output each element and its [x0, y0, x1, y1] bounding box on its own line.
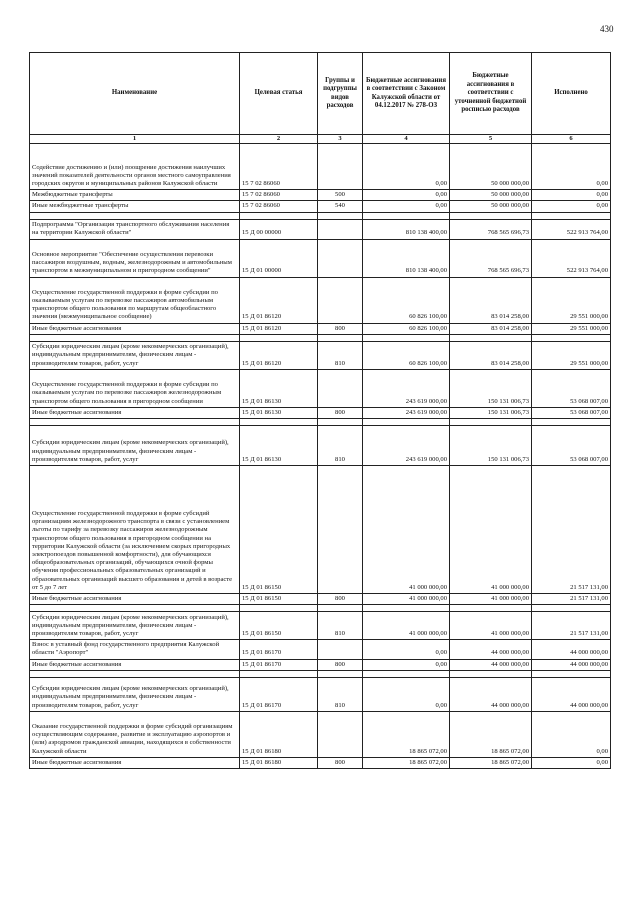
spacer-cell: [318, 605, 363, 612]
row-name: Содействие достижению и (или) поощрение достижения наилучших значений показателей деятельности органов местного самоуправления городских округов и муниципальных районов Калужской области: [30, 144, 240, 190]
row-group: [318, 277, 363, 323]
row-group: 810: [318, 677, 363, 711]
row-adjusted-amount: 50 000 000,00: [450, 190, 532, 201]
row-code: 15 Д 01 86120: [240, 277, 318, 323]
budget-table: [29, 52, 611, 769]
row-name: Субсидии юридическим лицам (кроме некоммерческих организаций), индивидуальным предпринимателям, физическим лицам - производителям товаров, работ, услуг: [30, 426, 240, 466]
table-row: [30, 407, 611, 418]
spacer-row: [30, 212, 611, 219]
spacer-cell: [240, 212, 318, 219]
column-number: 6: [532, 135, 611, 144]
row-law-amount: 60 826 100,00: [363, 277, 450, 323]
spacer-row: [30, 334, 611, 341]
row-name: Иные бюджетные ассигнования: [30, 323, 240, 334]
row-law-amount: 0,00: [363, 659, 450, 670]
row-code: 15 Д 01 86120: [240, 341, 318, 369]
spacer-cell: [318, 212, 363, 219]
spacer-cell: [240, 334, 318, 341]
row-executed-amount: 29 551 000,00: [532, 323, 611, 334]
row-executed-amount: 0,00: [532, 711, 611, 757]
row-law-amount: 41 000 000,00: [363, 594, 450, 605]
row-executed-amount: 21 517 131,00: [532, 612, 611, 640]
row-law-amount: 810 138 400,00: [363, 239, 450, 277]
row-code: 15 Д 01 86130: [240, 369, 318, 407]
spacer-cell: [532, 419, 611, 426]
table-row: [30, 466, 611, 594]
row-group: [318, 219, 363, 239]
row-group: [318, 640, 363, 659]
table-row: [30, 659, 611, 670]
row-adjusted-amount: 50 000 000,00: [450, 201, 532, 212]
row-adjusted-amount: 18 865 072,00: [450, 757, 532, 768]
table-row: [30, 612, 611, 640]
row-group: 800: [318, 594, 363, 605]
row-executed-amount: 29 551 000,00: [532, 341, 611, 369]
row-law-amount: 18 865 072,00: [363, 757, 450, 768]
column-number: 1: [30, 135, 240, 144]
row-name: Субсидии юридическим лицам (кроме некоммерческих организаций), индивидуальным предпринимателям, физическим лицам - производителям товаров, работ, услуг: [30, 341, 240, 369]
header-executed: Исполнено: [532, 53, 611, 135]
row-code: 15 7 02 86060: [240, 144, 318, 190]
row-adjusted-amount: 768 565 696,73: [450, 239, 532, 277]
row-code: 15 Д 01 86150: [240, 612, 318, 640]
row-adjusted-amount: 44 000 000,00: [450, 640, 532, 659]
spacer-cell: [532, 212, 611, 219]
row-law-amount: 810 138 400,00: [363, 219, 450, 239]
table-row: [30, 239, 611, 277]
row-group: 810: [318, 426, 363, 466]
row-code: 15 Д 01 86170: [240, 640, 318, 659]
header-name: Наименование: [30, 53, 240, 135]
spacer-cell: [240, 670, 318, 677]
row-law-amount: 18 865 072,00: [363, 711, 450, 757]
row-group: 800: [318, 323, 363, 334]
table-row: [30, 369, 611, 407]
column-number: 4: [363, 135, 450, 144]
header-code: Целевая статья: [240, 53, 318, 135]
header-adjusted: Бюджетные ассигнования в соответствии с уточненной бюджетной росписью расходов: [450, 53, 532, 135]
row-group: [318, 369, 363, 407]
row-executed-amount: 522 913 764,00: [532, 239, 611, 277]
spacer-row: [30, 670, 611, 677]
row-code: 15 Д 01 86150: [240, 466, 318, 594]
row-executed-amount: 0,00: [532, 144, 611, 190]
spacer-cell: [363, 334, 450, 341]
row-law-amount: 0,00: [363, 144, 450, 190]
table-row: [30, 640, 611, 659]
row-code: 15 Д 00 00000: [240, 219, 318, 239]
row-law-amount: 0,00: [363, 640, 450, 659]
spacer-cell: [240, 605, 318, 612]
row-law-amount: 0,00: [363, 677, 450, 711]
row-executed-amount: 0,00: [532, 190, 611, 201]
column-number: 2: [240, 135, 318, 144]
table-body: [30, 144, 611, 769]
row-code: 15 Д 01 86180: [240, 757, 318, 768]
row-law-amount: 243 619 000,00: [363, 426, 450, 466]
row-code: 15 Д 01 86120: [240, 323, 318, 334]
spacer-cell: [30, 419, 240, 426]
row-law-amount: 243 619 000,00: [363, 369, 450, 407]
table-row: [30, 190, 611, 201]
spacer-cell: [532, 334, 611, 341]
row-group: 800: [318, 659, 363, 670]
table-row: [30, 426, 611, 466]
spacer-cell: [30, 605, 240, 612]
row-adjusted-amount: 18 865 072,00: [450, 711, 532, 757]
spacer-cell: [240, 419, 318, 426]
row-group: 800: [318, 757, 363, 768]
row-code: 15 Д 01 86170: [240, 659, 318, 670]
spacer-row: [30, 419, 611, 426]
row-executed-amount: 53 068 007,00: [532, 426, 611, 466]
row-code: 15 Д 01 86130: [240, 407, 318, 418]
row-executed-amount: 0,00: [532, 757, 611, 768]
spacer-cell: [30, 212, 240, 219]
row-adjusted-amount: 83 014 258,00: [450, 323, 532, 334]
row-adjusted-amount: 150 131 006,73: [450, 369, 532, 407]
spacer-cell: [30, 670, 240, 677]
row-executed-amount: 0,00: [532, 201, 611, 212]
table-row: [30, 711, 611, 757]
table-row: [30, 341, 611, 369]
table-row: [30, 323, 611, 334]
row-group: 540: [318, 201, 363, 212]
spacer-row: [30, 605, 611, 612]
row-name: Оказание государственной поддержки в форме субсидий организациям осуществляющим содержание, развитие и эксплуатацию аэропортов и (или) аэродромов гражданской авиации, находящихся в собственности Калужской области: [30, 711, 240, 757]
row-adjusted-amount: 83 014 258,00: [450, 341, 532, 369]
spacer-cell: [363, 419, 450, 426]
row-executed-amount: 522 913 764,00: [532, 219, 611, 239]
spacer-cell: [318, 670, 363, 677]
table-row: [30, 594, 611, 605]
spacer-cell: [30, 334, 240, 341]
row-executed-amount: 44 000 000,00: [532, 659, 611, 670]
row-adjusted-amount: 150 131 006,73: [450, 407, 532, 418]
table-row: [30, 757, 611, 768]
row-name: Субсидии юридическим лицам (кроме некоммерческих организаций), индивидуальным предпринимателям, физическим лицам - производителям товаров, работ, услуг: [30, 612, 240, 640]
table-row: [30, 201, 611, 212]
row-name: Иные бюджетные ассигнования: [30, 659, 240, 670]
row-executed-amount: 21 517 131,00: [532, 466, 611, 594]
row-group: [318, 466, 363, 594]
table-row: [30, 144, 611, 190]
row-group: [318, 239, 363, 277]
row-executed-amount: 44 000 000,00: [532, 677, 611, 711]
row-group: [318, 711, 363, 757]
row-code: 15 Д 01 86130: [240, 426, 318, 466]
column-number: 5: [450, 135, 532, 144]
column-number-row: [30, 135, 611, 144]
row-law-amount: 60 826 100,00: [363, 341, 450, 369]
row-code: 15 Д 01 86180: [240, 711, 318, 757]
row-name: Взнос в уставный фонд государственного предприятия Калужской области "Аэропорт": [30, 640, 240, 659]
row-name: Основное мероприятие "Обеспечение осуществления перевозки пассажиров воздушным, водным, железнодорожным и автомобильным транспортом в межмуниципальном и пригородном сообщении": [30, 239, 240, 277]
spacer-cell: [532, 605, 611, 612]
spacer-cell: [450, 212, 532, 219]
header-law: Бюджетные ассигнования в соответствии с Законом Калужской области от 04.12.2017 № 278-ОЗ: [363, 53, 450, 135]
row-adjusted-amount: 150 131 006,73: [450, 426, 532, 466]
row-adjusted-amount: 41 000 000,00: [450, 612, 532, 640]
row-law-amount: 60 826 100,00: [363, 323, 450, 334]
header-row: [30, 53, 611, 135]
row-name: Осуществление государственной поддержки в форме субсидий организациям железнодорожного транспорта в связи с установлением льготы по тарифу за перевозку пассажиров железнодорожным транспортом общего пользования в пригородном сообщении на территории Калужской области (за исключением скорых пригородных электропоездов повышенной комфортности), для обучающихся общеобразовательных организаций, обучающихся очной формы обучения профессиональных образовательных организаций и образовательных организаций высшего образования и детей в возрасте от 5 до 7 лет: [30, 466, 240, 594]
row-group: 800: [318, 407, 363, 418]
row-adjusted-amount: 44 000 000,00: [450, 677, 532, 711]
row-code: 15 7 02 86060: [240, 190, 318, 201]
row-executed-amount: 21 517 131,00: [532, 594, 611, 605]
row-name: Иные бюджетные ассигнования: [30, 757, 240, 768]
spacer-cell: [450, 670, 532, 677]
spacer-cell: [363, 670, 450, 677]
spacer-cell: [363, 212, 450, 219]
row-adjusted-amount: 83 014 258,00: [450, 277, 532, 323]
row-law-amount: 243 619 000,00: [363, 407, 450, 418]
spacer-cell: [532, 670, 611, 677]
row-group: 500: [318, 190, 363, 201]
row-adjusted-amount: 768 565 696,73: [450, 219, 532, 239]
row-name: Субсидии юридическим лицам (кроме некоммерческих организаций), индивидуальным предпринимателям, физическим лицам - производителям товаров, работ, услуг: [30, 677, 240, 711]
row-law-amount: 0,00: [363, 190, 450, 201]
page-number: 430: [600, 24, 614, 34]
row-name: Осуществление государственной поддержки в форме субсидии по оказываемым услугам по перевозке пассажиров железнодорожным транспортом общего пользования в пригородном сообщении: [30, 369, 240, 407]
row-code: 15 Д 01 00000: [240, 239, 318, 277]
row-name: Иные бюджетные ассигнования: [30, 594, 240, 605]
spacer-cell: [363, 605, 450, 612]
spacer-cell: [450, 334, 532, 341]
row-law-amount: 0,00: [363, 201, 450, 212]
table-row: [30, 677, 611, 711]
header-group: Группы и подгруппы видов расходов: [318, 53, 363, 135]
spacer-cell: [450, 605, 532, 612]
row-group: 810: [318, 612, 363, 640]
column-number: 3: [318, 135, 363, 144]
row-name: Межбюджетные трансферты: [30, 190, 240, 201]
row-executed-amount: 29 551 000,00: [532, 277, 611, 323]
row-executed-amount: 44 000 000,00: [532, 640, 611, 659]
row-name: Иные бюджетные ассигнования: [30, 407, 240, 418]
spacer-cell: [318, 419, 363, 426]
row-name: Подпрограмма "Организация транспортного обслуживания населения на территории Калужской области": [30, 219, 240, 239]
row-code: 15 7 02 86060: [240, 201, 318, 212]
row-law-amount: 41 000 000,00: [363, 466, 450, 594]
table-row: [30, 277, 611, 323]
row-name: Осуществление государственной поддержки в форме субсидии по оказываемым услугам по перевозке пассажиров автомобильным транспортом общего пользования по маршрутам общеобластного значения (межмуниципальное сообщение): [30, 277, 240, 323]
row-code: 15 Д 01 86170: [240, 677, 318, 711]
row-adjusted-amount: 50 000 000,00: [450, 144, 532, 190]
row-adjusted-amount: 44 000 000,00: [450, 659, 532, 670]
row-law-amount: 41 000 000,00: [363, 612, 450, 640]
row-name: Иные межбюджетные трансферты: [30, 201, 240, 212]
table-row: [30, 219, 611, 239]
row-adjusted-amount: 41 000 000,00: [450, 594, 532, 605]
spacer-cell: [450, 419, 532, 426]
row-adjusted-amount: 41 000 000,00: [450, 466, 532, 594]
row-executed-amount: 53 068 007,00: [532, 369, 611, 407]
spacer-cell: [318, 334, 363, 341]
row-group: 810: [318, 341, 363, 369]
row-group: [318, 144, 363, 190]
row-code: 15 Д 01 86150: [240, 594, 318, 605]
row-executed-amount: 53 068 007,00: [532, 407, 611, 418]
